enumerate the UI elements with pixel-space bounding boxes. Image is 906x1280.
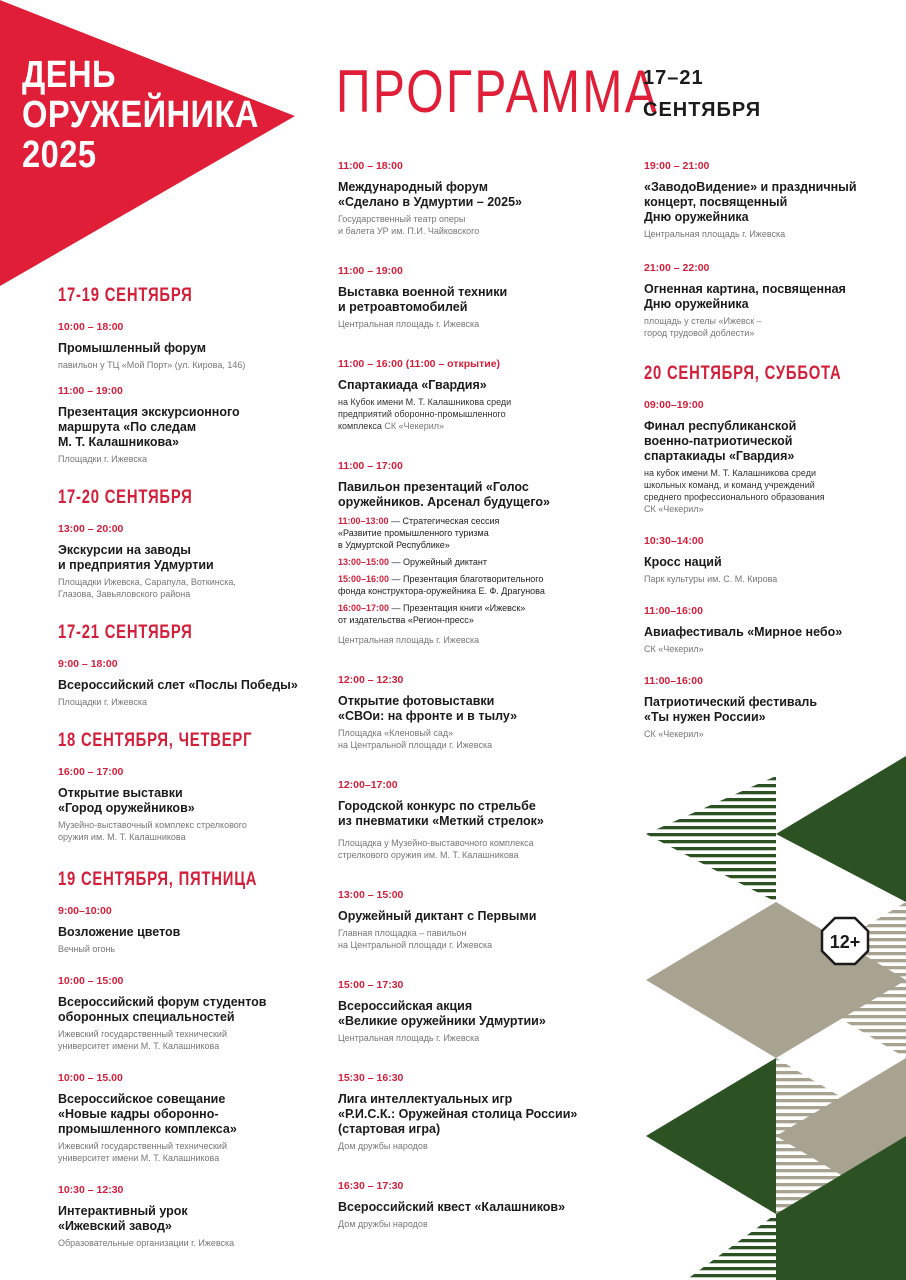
- event-title: Интерактивный урок «Ижевский завод»: [58, 1204, 188, 1233]
- deco-striped-green-bottom: [686, 1214, 776, 1280]
- event-title: Лига интеллектуальных игр «Р.И.С.К.: Оружейная столица России» (стартовая игра): [338, 1092, 578, 1136]
- event-time: 9:00 – 18:00: [58, 658, 118, 670]
- event-title: Оружейный диктант с Первыми: [338, 909, 537, 923]
- event-place: Образовательные организации г. Ижевска: [58, 1238, 235, 1248]
- event-time: 11:00 – 19:00: [58, 385, 123, 397]
- deco-green-mid: [646, 1058, 776, 1214]
- event-item: [58, 1072, 318, 1164]
- event-dates: [643, 62, 761, 126]
- event-place: Главная площадка – павильон на Центральной площади г. Ижевска: [338, 928, 493, 950]
- event-time: 21:00 – 22:00: [644, 262, 710, 274]
- event-item: [338, 460, 628, 646]
- event-place: Площадки г. Ижевска: [58, 697, 147, 707]
- section-heading: 17-20 СЕНТЯБРЯ: [58, 487, 193, 508]
- event-title: Выставка военной техники и ретроавтомобилей: [338, 285, 508, 314]
- event-title: Огненная картина, посвященная Дню оружейника: [644, 282, 846, 311]
- age-rating-badge: [820, 916, 870, 966]
- event-time: 15:00 – 17:30: [338, 979, 404, 991]
- event-place: Дом дружбы народов: [338, 1219, 428, 1229]
- event-title: Промышленный форум: [58, 341, 207, 355]
- event-title: Открытие фотовыставки «СВОи: на фронте и в тылу»: [338, 694, 518, 723]
- event-item: [644, 160, 884, 240]
- event-item: [58, 905, 318, 955]
- event-place: Ижевский государственный технический университет имени М. Т. Калашникова: [58, 1029, 227, 1051]
- sub-session-time: 15:00–16:00: [338, 574, 390, 584]
- schedule-column-2: [338, 160, 628, 1244]
- event-item: [58, 975, 318, 1052]
- brand-line-2: ОРУЖЕЙНИКА: [22, 94, 259, 136]
- dates-month: СЕНТЯБРЯ: [643, 99, 762, 121]
- brand-line-3: 2025: [22, 134, 97, 176]
- event-title: Павильон презентаций «Голос оружейников. Арсенал будущего»: [338, 480, 550, 509]
- event-time: 11:00 – 17:00: [338, 460, 403, 472]
- deco-solid-green: [776, 756, 906, 902]
- sub-session-desc: — Презентация книги «Ижевск» от издательства «Регион-пресс»: [338, 603, 526, 625]
- event-item: [644, 675, 884, 740]
- event-time: 10:00 – 18:00: [58, 321, 124, 333]
- event-title: Кросс наций: [644, 555, 722, 569]
- sub-session: [338, 602, 628, 626]
- event-time: 11:00 – 16:00 (11:00 – открытие): [338, 358, 501, 370]
- event-brand-title: [22, 55, 259, 175]
- event-title: Международный форум «Сделано в Удмуртии – 2025»: [338, 180, 522, 209]
- event-item: [58, 1184, 318, 1249]
- event-title: Всероссийский форум студентов оборонных специальностей: [58, 995, 267, 1024]
- event-time: 11:00–16:00: [644, 605, 703, 617]
- event-place: Центральная площадь г. Ижевска: [338, 319, 480, 329]
- event-item: [58, 658, 318, 708]
- event-title: Возложение цветов: [58, 925, 181, 939]
- event-time: 9:00–10:00: [58, 905, 112, 917]
- event-time: 10:30 – 12:30: [58, 1184, 124, 1196]
- event-item: [644, 535, 884, 585]
- event-time: 11:00 – 18:00: [338, 160, 403, 172]
- sub-session-time: 13:00–15:00: [338, 557, 390, 567]
- section-heading: 18 СЕНТЯБРЯ, ЧЕТВЕРГ: [58, 730, 253, 751]
- event-item: [338, 1072, 628, 1152]
- event-time: 16:00 – 17:00: [58, 766, 124, 778]
- event-time: 13:00 – 15:00: [338, 889, 404, 901]
- event-title: Городской конкурс по стрельбе из пневматики «Меткий стрелок»: [338, 799, 544, 828]
- event-title: Экскурсии на заводы и предприятия Удмуртии: [58, 543, 214, 572]
- event-place-detail: на кубок имени М. Т. Калашникова среди школьных команд, и команд учреждений среднего профессионального образования: [644, 468, 825, 502]
- event-place: Музейно-выставочный комплекс стрелкового оружия им. М. Т. Калашникова: [58, 820, 247, 842]
- event-time: 15:30 – 16:30: [338, 1072, 404, 1084]
- event-place: Площадка «Кленовый сад» на Центральной площади г. Ижевска: [338, 728, 493, 750]
- event-item: [644, 262, 884, 339]
- deco-beige-left: [646, 902, 776, 1058]
- event-time: 13:00 – 20:00: [58, 523, 124, 535]
- event-time: 10:00 – 15:00: [58, 975, 124, 987]
- decorative-triangles: [646, 756, 906, 1280]
- event-title: Патриотический фестиваль «Ты нужен России»: [644, 695, 818, 724]
- event-title: «ЗаводоВидение» и праздничный концерт, посвященный Дню оружейника: [644, 180, 857, 224]
- age-rating-text: 12+: [829, 932, 861, 952]
- event-title: Открытие выставки «Город оружейников»: [58, 786, 195, 815]
- event-item: [644, 399, 884, 515]
- event-place-venue: СК «Чекерил»: [644, 504, 704, 514]
- event-place: Площадки Ижевска, Сарапула, Воткинска, Глазова, Завьяловского района: [58, 577, 236, 599]
- section-heading: 19 СЕНТЯБРЯ, ПЯТНИЦА: [58, 869, 258, 890]
- event-item: [338, 1180, 628, 1230]
- program-title: ПРОГРАММА: [336, 58, 660, 125]
- event-title: Всероссийское совещание «Новые кадры оборонно- промышленного комплекса»: [58, 1092, 237, 1136]
- event-title: Всероссийская акция «Великие оружейники Удмуртии»: [338, 999, 546, 1028]
- event-time: 12:00 – 12:30: [338, 674, 404, 686]
- event-place-venue: СК «Чекерил»: [381, 421, 444, 431]
- event-item: [58, 523, 318, 600]
- event-item: [338, 358, 628, 432]
- event-place: площадь у стелы «Ижевск – город трудовой доблести»: [644, 316, 762, 338]
- event-item: [338, 979, 628, 1044]
- event-title: Финал республиканской военно-патриотической спартакиады «Гвардия»: [644, 419, 797, 463]
- event-place: СК «Чекерил»: [644, 644, 704, 654]
- event-place: Ижевский государственный технический университет имени М. Т. Калашникова: [58, 1141, 227, 1163]
- sub-session-time: 11:00–13:00: [338, 516, 389, 526]
- event-title: Всероссийский квест «Калашников»: [338, 1200, 566, 1214]
- schedule-column-1: [58, 285, 318, 1263]
- event-place: Площадка у Музейно-выставочного комплекса стрелкового оружия им. М. Т. Калашникова: [338, 838, 534, 860]
- event-item: [58, 385, 318, 465]
- event-title: Спартакиада «Гвардия»: [338, 378, 487, 392]
- event-place: Парк культуры им. С. М. Кирова: [644, 574, 778, 584]
- event-item: [338, 779, 628, 861]
- event-place: Дом дружбы народов: [338, 1141, 428, 1151]
- event-time: 19:00 – 21:00: [644, 160, 710, 172]
- section-heading: 17-21 СЕНТЯБРЯ: [58, 622, 193, 643]
- event-place: Центральная площадь г. Ижевска: [338, 1033, 480, 1043]
- sub-session: [338, 573, 628, 597]
- event-place: Вечный огонь: [58, 944, 116, 954]
- event-time: 11:00 – 19:00: [338, 265, 403, 277]
- section-heading: 17-19 СЕНТЯБРЯ: [58, 285, 193, 306]
- event-time: 10:00 – 15.00: [58, 1072, 123, 1084]
- deco-striped-green-top: [646, 776, 776, 902]
- sub-session-desc: — Стратегическая сессия «Развитие промышленного туризма в Удмуртской Республике»: [338, 516, 500, 550]
- event-place: Центральная площадь г. Ижевска: [644, 229, 786, 239]
- event-title: Всероссийский слет «Послы Победы»: [58, 678, 298, 692]
- sub-session-time: 16:00–17:00: [338, 603, 390, 613]
- event-item: [338, 265, 628, 330]
- sub-session: [338, 556, 628, 568]
- sub-session: [338, 515, 628, 551]
- event-item: [58, 321, 318, 371]
- sub-session-desc: — Презентация благотворительного фонда конструктора-оружейника Е. Ф. Драгунова: [338, 574, 545, 596]
- event-time: 16:30 – 17:30: [338, 1180, 404, 1192]
- brand-line-1: ДЕНЬ: [22, 54, 116, 96]
- event-place: Центральная площадь г. Ижевска: [338, 635, 480, 645]
- event-item: [338, 160, 628, 237]
- event-title: Презентация экскурсионного маршрута «По следам М. Т. Калашникова»: [58, 405, 240, 449]
- event-item: [338, 674, 628, 751]
- event-item: [644, 605, 884, 655]
- event-place: Площадки г. Ижевска: [58, 454, 147, 464]
- event-time: 09:00–19:00: [644, 399, 704, 411]
- event-item: [58, 766, 318, 843]
- schedule-column-3: [644, 160, 884, 754]
- event-time: 10:30–14:00: [644, 535, 704, 547]
- event-place: павильон у ТЦ «Мой Порт» (ул. Кирова, 146): [58, 360, 246, 370]
- sub-session-desc: — Оружейный диктант: [389, 557, 488, 567]
- section-heading: 20 СЕНТЯБРЯ, СУББОТА: [644, 363, 842, 384]
- event-title: Авиафестиваль «Мирное небо»: [644, 625, 843, 639]
- event-place: СК «Чекерил»: [644, 729, 704, 739]
- event-item: [338, 889, 628, 951]
- event-place: [338, 396, 628, 432]
- dates-range: 17–21: [643, 67, 704, 89]
- event-time: 11:00–16:00: [644, 675, 703, 687]
- event-place: Государственный театр оперы и балета УР им. П.И. Чайковского: [338, 214, 480, 236]
- event-place-detail: на Кубок имени М. Т. Калашникова среди предприятий оборонно-промышленного комплекса: [338, 397, 512, 431]
- event-time: 12:00–17:00: [338, 779, 398, 791]
